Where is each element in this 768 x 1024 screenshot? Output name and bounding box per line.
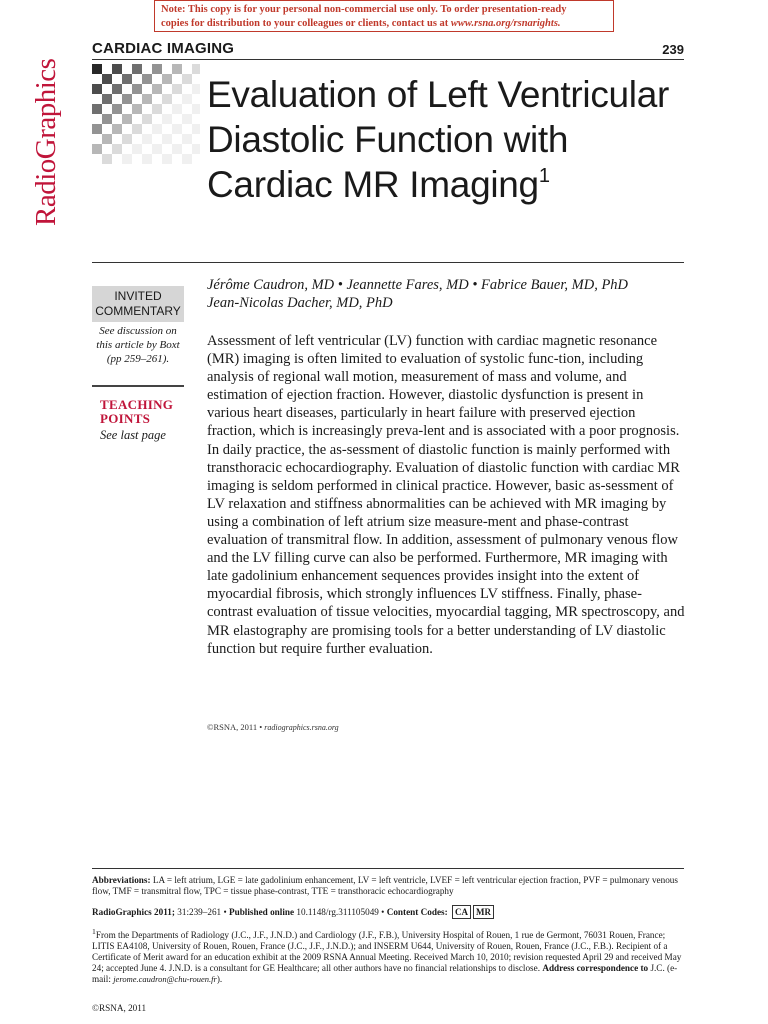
points-label: POINTS: [100, 411, 151, 426]
checker-square: [142, 114, 152, 124]
checker-square: [132, 64, 142, 74]
checkerboard-decoration: [92, 64, 200, 164]
checker-square: [92, 64, 102, 74]
affiliation-marker: 1: [92, 927, 96, 936]
sidebar-divider: [92, 385, 184, 387]
checker-square: [122, 114, 132, 124]
rsna-rights-link[interactable]: www.rsna.org/rsnarights.: [450, 18, 561, 29]
invited-label: INVITED: [114, 289, 162, 303]
checker-square: [102, 114, 112, 124]
checker-square: [172, 124, 182, 134]
checker-square: [162, 94, 172, 104]
article-title-text: Evaluation of Left Ventricular Diastolic Function with Cardiac MR Imaging: [207, 74, 670, 205]
checker-square: [142, 74, 152, 84]
authors-line-1: Jérôme Caudron, MD • Jeannette Fares, MD • Fabrice Bauer, MD, PhD: [207, 277, 629, 293]
checker-square: [122, 94, 132, 104]
checker-square: [132, 144, 142, 154]
article-copyright: [207, 722, 339, 732]
citation-journal: RadioGraphics 2011;: [92, 907, 175, 917]
checker-square: [162, 134, 172, 144]
affiliation-text: From the Departments of Radiology (J.C., J.F., J.N.D.) and Cardiology (J.F., F.B.), University Hospital of Rouen, 1 rue de Germont, 76031 Rouen, France; LITIS EA4108, University of Rouen, Rouen, France (J.C., J.F., J.N.D.); and INSERM U644, University of Rouen, Rouen, France (J.C., F.B.). Recipient of a Certificate of Merit award for an education exhibit at the 2009 RSNA Annual Meeting. Received March 10, 2010; revision requested April 29 and received May 24; accepted June 4. J.N.D. is a consultant for GE Healthcare; all other authors have no financial relationships to disclose.: [92, 930, 682, 974]
checker-square: [192, 144, 200, 154]
journal-website-link[interactable]: radiographics.rsna.org: [264, 723, 339, 732]
invited-commentary-badge: [92, 286, 184, 322]
commentary-label: COMMENTARY: [95, 304, 181, 318]
checker-square: [122, 134, 132, 144]
checker-square: [192, 64, 200, 74]
checker-square: [192, 124, 200, 134]
section-label: CARDIAC IMAGING: [92, 40, 235, 57]
checker-square: [122, 74, 132, 84]
checker-square: [162, 74, 172, 84]
checker-square: [122, 154, 132, 164]
checker-square: [142, 134, 152, 144]
checker-square: [112, 124, 122, 134]
checker-square: [112, 64, 122, 74]
copyright-text: ©RSNA, 2011 •: [207, 722, 265, 732]
teaching-points-heading: [100, 398, 190, 426]
notice-line-1: Note: This copy is for your personal non-commercial use only. To order presentation-ready: [161, 4, 567, 15]
correspondence-suffix: ).: [216, 974, 223, 985]
checker-square: [152, 84, 162, 94]
abbreviations-footnote: [92, 875, 688, 897]
citation-pages: 31:239–261 •: [174, 907, 229, 917]
footer-copyright: ©RSNA, 2011: [92, 1003, 147, 1013]
authors-line-2: Jean-Nicolas Dacher, MD, PhD: [207, 295, 393, 311]
abstract-text: Assessment of left ventricular (LV) function with cardiac magnetic resonance (MR) imaging is often limited to evaluation of systolic func-tion, including analysis of regional wall motion, measurement of mass and volume, and estimation of ejection fraction. However, diastolic dysfunction is present in various heart diseases, particularly in heart failure with preserved ejection fraction, which is increasingly preva-lent and is associated with a poor prognosis. In daily practice, the as-sessment of diastolic function is mainly performed with transthoracic echocardiography. Evaluation of diastolic function with cardiac MR imaging is seldom performed in clinical practice. However, basic as-sessment of LV relaxation and stiffness abnormalities can be achieved with MR imaging by using a combination of left atrium size measure-ment and phase-contrast evaluation of transmitral flow. In addition, assessment of pulmonary venous flow and the LV filling curve can also be performed. Furthermore, MR imaging with late gadolinium enhancement sequences provides insight into the extent of myocardial fibrosis, which strongly influences LV stiffness. Finally, phase-contrast evaluation of tissue velocities, myocardial tagging, MR spectroscopy, and MR elastography are promising tools for a better understanding of LV diastolic function but require further evaluation.: [207, 333, 685, 657]
checker-square: [92, 124, 102, 134]
content-code-mr: MR: [473, 905, 494, 919]
checker-square: [92, 84, 102, 94]
checker-square: [182, 134, 192, 144]
checker-square: [192, 104, 200, 114]
checker-square: [112, 104, 122, 114]
journal-logo-vertical: RadioGraphics: [30, 58, 62, 226]
notice-line-2: [161, 17, 607, 31]
checker-square: [182, 154, 192, 164]
checker-square: [152, 104, 162, 114]
checker-square: [132, 104, 142, 114]
content-codes-label: Content Codes:: [386, 907, 448, 917]
article-title: [207, 72, 687, 207]
notice-line-2-text: copies for distribution to your colleagues or clients, contact us at: [161, 18, 451, 29]
page-number: 239: [662, 42, 684, 57]
checker-square: [92, 104, 102, 114]
correspondence-email[interactable]: jerome.caudron@chu-rouen.fr: [113, 974, 217, 985]
checker-square: [172, 104, 182, 114]
checker-square: [162, 114, 172, 124]
checker-square: [142, 154, 152, 164]
checker-square: [182, 74, 192, 84]
checker-square: [172, 64, 182, 74]
checker-square: [152, 64, 162, 74]
content-code-ca: CA: [452, 905, 471, 919]
checker-square: [172, 84, 182, 94]
checker-square: [192, 84, 200, 94]
checker-square: [112, 144, 122, 154]
checker-square: [162, 154, 172, 164]
checker-square: [142, 94, 152, 104]
correspondence-prefix: J.C. (e-mail:: [92, 963, 678, 985]
checker-square: [112, 84, 122, 94]
title-footnote-marker: 1: [538, 165, 550, 187]
header-rule: [92, 59, 684, 60]
footnote-rule: [92, 868, 684, 869]
checker-square: [132, 124, 142, 134]
teaching-label: TEACHING: [100, 397, 174, 412]
doi-text[interactable]: 10.1148/rg.311105049 •: [294, 907, 387, 917]
checker-square: [152, 124, 162, 134]
checker-square: [172, 144, 182, 154]
abbreviations-text: LA = left atrium, LGE = late gadolinium enhancement, LV = left ventricle, LVEF = left ventricular ejection fraction, PVF = pulmonary venous flow, TMF = transmitral flow, TPC = tissue phase-contrast, TTE = transthoracic echocardiography: [92, 875, 678, 896]
checker-square: [102, 134, 112, 144]
personal-use-notice: [154, 0, 614, 32]
checker-square: [102, 154, 112, 164]
published-online-label: Published online: [228, 907, 295, 917]
checker-square: [182, 114, 192, 124]
author-list: [207, 276, 677, 312]
checker-square: [182, 94, 192, 104]
title-rule: [92, 262, 684, 263]
affiliation-footnote: [92, 926, 688, 985]
checker-square: [132, 84, 142, 94]
see-last-page-note: See last page: [100, 428, 166, 442]
see-discussion-note: See discussion on this article by Boxt (pp 259–261).: [96, 325, 180, 365]
checker-square: [102, 74, 112, 84]
checker-square: [102, 94, 112, 104]
checker-square: [92, 144, 102, 154]
citation-line: [92, 905, 688, 919]
correspondence-label: Address correspondence to: [542, 963, 649, 974]
abbreviations-label: Abbreviations:: [92, 875, 151, 885]
checker-square: [152, 144, 162, 154]
